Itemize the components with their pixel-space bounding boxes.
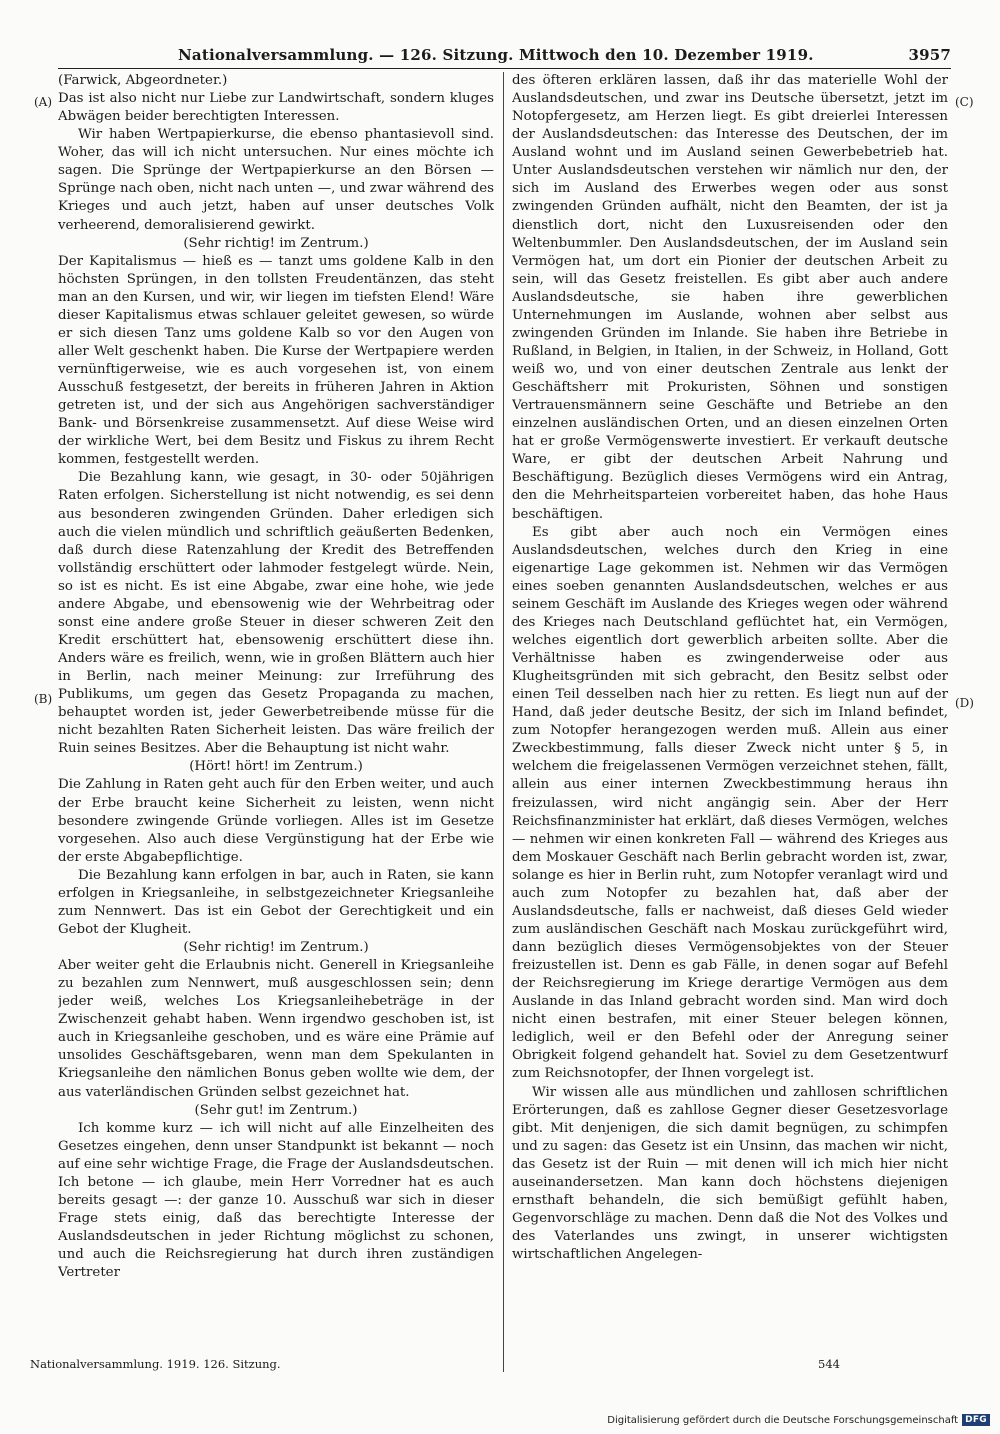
margin-marker-b: (B) xyxy=(34,692,53,706)
interjection: (Sehr richtig! im Zentrum.) xyxy=(183,940,369,955)
margin-marker-d: (D) xyxy=(955,696,974,710)
margin-marker-c: (C) xyxy=(955,95,974,109)
paragraph: des öfteren erklären lassen, daß ihr das materielle Wohl der Auslandsdeutschen, und zwar ins Deutsche übersetzt, jetzt im Notopfergesetz, am Herzen liegt. Es gibt dreierlei Interessen der Auslandsdeutschen: das Interesse des Deutschen, der im Ausland wohnt und im Ausland seinen Gewerbebetrieb hat. Unter Auslandsdeutschen verstehen wir nämlich nur den, der sich im Ausland des Erwerbes wegen oder aus sonst zwingenden Gründen aufhält, nicht den Beamten, der ist ja dienstlich dort, nicht den Luxusreisenden oder den Weltenbummler. Den Auslandsdeutschen, der im Ausland sein Vermögen hat, um dort ein Pionier der deutschen Arbeit zu sein, will das Gesetz freistellen. Es gibt aber auch andere Auslandsdeutsche, sie haben ihre gewerblichen Unternehmungen im Auslande, wohnen aber selbst aus zwingenden Gründen im Inlande. Sie haben ihre Betriebe in Rußland, in Belgien, in Italien, in der Schweiz, in Holland, Gott weiß wo, und von einer deutschen Zentrale aus lenkt der Geschäftsherr mit Prokuristen, Söhnen und sonstigen Vertrauensmännern seine Geschäfte und Betriebe an den einzelnen ausländischen Orten, und an diesen einzelnen Orten hat er große Vermögenswerte investiert. Er verkauft deutsche Ware, er gibt der deutschen Arbeit Nahrung und Beschäftigung. Bezüglich dieses Vermögens wird ein Antrag, den die Mehrheitsparteien vorbereitet haben, das hohe Haus beschäftigen. xyxy=(512,73,948,522)
paragraph: Das ist also nicht nur Liebe zur Landwirtschaft, sondern kluges Abwägen beider berechtigten Interessen. xyxy=(58,91,494,125)
dfg-logo-icon: DFG xyxy=(962,1414,990,1426)
footer-left-note: Nationalversammlung. 1919. 126. Sitzung. xyxy=(30,1357,281,1371)
left-column xyxy=(58,72,494,1367)
interjection: (Sehr gut! im Zentrum.) xyxy=(194,1102,358,1118)
document-page xyxy=(58,40,951,1400)
right-column xyxy=(512,72,948,1367)
margin-marker-a: (A) xyxy=(34,95,53,109)
interjection: (Hört! hört! im Zentrum.) xyxy=(189,759,363,775)
header-title: Nationalversammlung. — 126. Sitzung. Mittwoch den 10. Dezember 1919. xyxy=(178,46,814,64)
interjection: (Sehr richtig! im Zentrum.) xyxy=(183,235,369,251)
paragraph: Die Zahlung in Raten geht auch für den Erben weiter, und auch der Erbe braucht keine Sicherheit zu leisten, wenn nicht besondere zwingende Gründe vorliegen. Alles ist im Gesetze vorgesehen. Also auch diese Vergünstigung hat der Erbe wie der erste Abgabepflichtige. xyxy=(58,777,494,865)
paragraph: Wir haben Wertpapierkurse, die ebenso phantasievoll sind. Woher, das will ich nicht untersuchen. Nur eines möchte ich sagen. Die Sprünge der Wertpapierkurse an den Börsen — Sprünge nach oben, nicht nach unten —, und zwar während des Krieges und auch jetzt, haben auf unser deutsches Volk verheerend, demoralisierend gewirkt. xyxy=(58,127,494,233)
digitization-credit xyxy=(607,1414,990,1426)
paragraph: Es gibt aber auch noch ein Vermögen eines Auslandsdeutschen, welches durch den Krieg in eine eigenartige Lage gekommen ist. Nehmen wir das Vermögen eines soeben genannten Auslandsdeutschen, welches er aus seinem Geschäft im Auslande des Krieges wegen oder während des Krieges nach Deutschland geflüchtet hat, ein Vermögen, welches eigentlich dort gewerblich arbeiten sollte. Aber die Verhältnisse haben es zwingenderweise oder aus Klugheitsgründen mit sich gebracht, den Besitz selbst oder einen Teil desselben nach hier zu retten. Es liegt nun auf der Hand, daß jeder deutsche Besitz, der sich im Inland befindet, zum Notopfer herangezogen werden muß. Allein aus einer Zweckbestimmung, falls dieser Zweck nicht unter § 5, in welchem die freigelassenen Vermögen verzeichnet stehen, fällt, allein aus einer internen Zweckbestimmung heraus ihn freizulassen, wird nicht angängig sein. Aber der Herr Reichsfinanzminister hat erklärt, daß dieses Vermögen, welches — nehmen wir einen konkreten Fall — während des Krieges aus dem Moskauer Geschäft nach Berlin gebracht worden ist, zwar, solange es hier in Berlin ruht, zum Notopfer veranlagt wird und auch zum Notopfer zu bezahlen hat, daß aber der Auslandsdeutsche, falls er nachweist, daß dieses Geld wieder zum ausländischen Geschäft nach Moskau zurückgeführt wird, dann bezüglich dieses Vermögensobjektes von der Steuer freizustellen ist. Denn es gab Fälle, in denen sogar auf Befehl der Reichsregierung im Kriege derartige Vermögen aus dem Auslande in das Inland gebracht worden sind. Man wird doch nicht einen bestrafen, mit einer Steuer belegen können, lediglich, weil er den Befehl oder der Anregung seiner Obrigkeit folgend gehandelt hat. Soviel zu dem Gesetzentwurf zum Reichsnotopfer, der Ihnen vorgelegt ist. xyxy=(512,524,948,1082)
page-header xyxy=(58,40,951,69)
speaker-label: (Farwick, Abgeordneter.) xyxy=(58,73,228,88)
paragraph: Die Bezahlung kann erfolgen in bar, auch in Raten, sie kann erfolgen in Kriegsanleihe, in selbstgezeichneter Kriegsanleihe zum Nennwert. Das ist ein Gebot der Gerechtigkeit und ein Gebot der Klugheit. xyxy=(58,867,494,937)
paragraph: Der Kapitalismus — hieß es — tanzt ums goldene Kalb in den höchsten Sprüngen, in den tollsten Freudentänzen, das steht man an den Kursen, und wir, wir liegen im tiefsten Elend! Wäre dieser Kapitalismus etwas schlauer geleitet gewesen, so würde er sich diesen Tanz ums goldene Kalb so vor den Augen von aller Welt geschenkt haben. Die Kurse der Wertpapiere werden vernünftigerweise, wie es auch vorgesehen ist, von einem Ausschuß festgesetzt, der bereits in früheren Jahren in Aktion getreten ist, und der sich aus Angehörigen sachverständiger Bank- und Börsenkreise zusammensetzt. Auf diese Weise wird der wirkliche Wert, bei dem Besitz und Fiskus zu ihrem Recht kommen, festgestellt werden. xyxy=(58,253,494,468)
page-number: 3957 xyxy=(908,46,951,64)
paragraph: Wir wissen alle aus mündlichen und zahllosen schriftlichen Erörterungen, daß es zahllose Gegner dieser Gesetzesvorlage gibt. Mit denjenigen, die sich damit begnügen, zu schimpfen und zu sagen: das Gesetz ist ein Unsinn, das machen wir nicht, das Gesetz ist der Ruin — mit denen will ich mich hier nicht auseinandersetzen. Man kann doch höchstens diejenigen ernsthaft behandeln, die sich bemüßigt gefühlt haben, Gegenvorschläge zu machen. Denn daß die Not des Volkes und des Vaterlandes uns zwingt, in unserer wichtigsten wirtschaftlichen Angelegen- xyxy=(512,1084,948,1263)
paragraph: Die Bezahlung kann, wie gesagt, in 30- oder 50jährigen Raten erfolgen. Sicherstellung ist nicht notwendig, es sei denn aus besonderen zwingenden Gründen. Daher erledigen sich auch die vielen mündlich und schriftlich geäußerten Bedenken, daß durch diese Ratenzahlung der Kredit des Betreffenden vollständig erschüttert oder lahmoder festgelegt würde. Nein, so ist es nicht. Es ist eine Abgabe, zwar eine hohe, wie jede andere Abgabe, und ebensowenig wie der Wehrbeitrag oder sonst eine andere große Steuer in dieser schweren Zeit den Kredit erschüttert hat, ebensowenig erschüttert diese ihn. Anders wäre es freilich, wenn, wie in großen Blättern auch hier in Berlin, nach meiner Meinung: zur Irreführung des Publikums, um gegen das Gesetz Propaganda zu machen, behauptet worden ist, jeder Gewerbetreibende müsse für die nicht bezahlten Raten Sicherheit leisten. Das wäre freilich der Ruin seines Besitzes. Aber die Behauptung ist nicht wahr. xyxy=(58,470,494,757)
paragraph: Aber weiter geht die Erlaubnis nicht. Generell in Kriegsanleihe zu bezahlen zum Nennwert, muß ausgeschlossen sein; denn jeder weiß, welches Los Kriegsanleihebeträge in der Zwischenzeit gehabt haben. Wenn irgendwo geschoben ist, ist auch in Kriegsanleihe geschoben, und es wäre eine Prämie auf unsolides Geschäftsgebaren, wenn man dem Spekulanten in Kriegsanleihe den nämlichen Bonus geben wollte wie dem, der aus vaterländischen Gründen selbst gezeichnet hat. xyxy=(58,958,494,1100)
paragraph: Ich komme kurz — ich will nicht auf alle Einzelheiten des Gesetzes eingehen, denn unser Standpunkt ist bekannt — noch auf eine sehr wichtige Frage, die Frage der Auslandsdeutschen. Ich betone — ich glaube, mein Herr Vorredner hat es auch bereits gesagt —: der ganze 10. Ausschuß war sich in dieser Frage stets einig, daß das berechtigte Interesse der Auslandsdeutschen in jeder Richtung möglichst zu schonen, und auch die Reichsregierung hat durch ihren zuständigen Vertreter xyxy=(58,1120,494,1281)
sheet-signature: 544 xyxy=(818,1357,840,1371)
credit-text: Digitalisierung gefördert durch die Deutsche Forschungsgemeinschaft xyxy=(607,1414,959,1426)
text-columns xyxy=(58,72,951,1367)
